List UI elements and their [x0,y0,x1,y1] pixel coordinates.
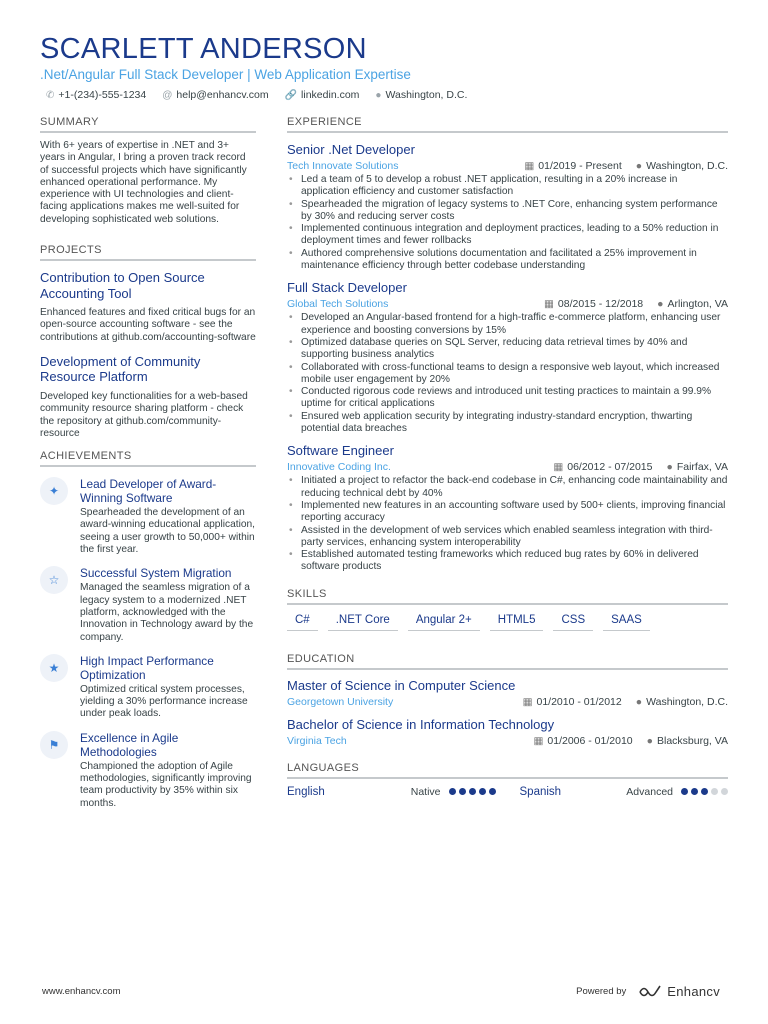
school[interactable]: Virginia Tech [287,734,347,747]
education-entry [287,678,728,709]
section-title: SUMMARY [40,116,256,133]
job-company[interactable]: Innovative Coding Inc. [287,461,391,474]
achievement-desc: Optimized critical system processes, yielding a 30% performance increase under peak loads. [80,683,248,720]
link-icon: 🔗 [284,89,298,101]
rating-dot [701,788,708,795]
location-pin-icon: ● [666,461,673,474]
project-item [40,270,256,344]
achievement-desc: Championed the adoption of Agile methodologies, significantly improving team productivity by 35% within six months. [80,760,252,809]
skill-tag: C# [287,612,318,631]
rating-dot [469,788,476,795]
list-item: • Ensured web application security by integrating industry-standard encryption, thwarting potential data breaches [287,411,728,436]
contact-info [40,89,730,101]
location-pin-icon: ● [657,298,664,311]
experience-section [287,116,728,574]
language-level: Advanced [626,785,673,798]
section-title: EXPERIENCE [287,116,728,133]
star-outline-icon: ☆ [40,566,68,594]
phone-icon: ✆ [46,89,55,101]
job-entry [287,443,728,573]
edu-dates: 01/2010 - 01/2012 [536,695,622,708]
calendar-icon: ▦ [543,298,554,311]
contact-location [375,89,467,101]
achievement-title: Excellence in Agile Methodologies [80,730,179,759]
achievements-section [40,450,256,810]
achievement-title: High Impact Performance Optimization [80,653,214,682]
achievement-item [40,477,256,556]
magic-wand-icon: ✦ [40,477,68,505]
calendar-icon: ▦ [524,160,535,172]
rating-dot [489,788,496,795]
section-title: LANGUAGES [287,762,728,779]
at-icon: @ [162,89,173,101]
languages-section [287,762,728,798]
list-item: • Developed an Angular-based frontend for a high-traffic e-commerce platform, enhancing user experience and boosting conversions by 15% [287,312,728,337]
job-bullets [287,174,728,272]
language-rating [681,788,728,795]
project-title: Development of Community Resource Platform [40,353,201,385]
list-item: • Implemented new features in an accounting software used by 500+ clients, improving financial reporting accuracy [287,500,728,525]
job-dates: 01/2019 - Present [538,160,622,172]
job-role: Senior .Net Developer [287,142,415,157]
job-bullets [287,312,728,435]
contact-linkedin[interactable] [285,89,360,101]
skill-tag: .NET Core [328,612,398,631]
calendar-icon: ▦ [522,695,533,708]
list-item: • Authored comprehensive solutions documentation and facilitated a 25% improvement in maintenance efficiency through better codebase understanding [287,248,728,273]
education-section [287,653,728,748]
languages-list [287,786,728,798]
calendar-icon: ▦ [553,461,564,474]
rating-dot [721,788,728,795]
right-column [287,116,728,798]
achievement-title: Successful System Migration [80,566,232,581]
section-title: EDUCATION [287,653,728,670]
degree: Bachelor of Science in Information Technology [287,716,555,732]
project-desc: Developed key functionalities for a web-based community resource sharing platform - check the repository at github.com/community-resource [40,390,248,439]
job-entry [287,280,728,435]
location-text: Washington, D.C. [385,89,468,101]
job-role: Full Stack Developer [287,280,407,296]
job-location: Arlington, VA [667,298,728,311]
list-item: • Established automated testing frameworks which reduced bug rates by 60% in delivered software products [287,549,728,574]
edu-dates: 01/2006 - 01/2010 [547,734,633,747]
rating-dot [459,788,466,795]
list-item: • Implemented continuous integration and deployment practices, leading to a 50% reduction in deployment times and fewer rollbacks [287,223,728,248]
skill-tag: HTML5 [490,612,544,631]
language-name: Spanish [519,785,562,798]
powered-by-label: Powered by [576,986,627,997]
language-level: Native [410,785,441,798]
section-title: ACHIEVEMENTS [40,450,256,467]
location-pin-icon: ● [635,160,643,172]
edu-location: Blacksburg, VA [656,734,728,747]
list-item: • Led a team of 5 to develop a robust .NET application, resulting in a 20% increase in application efficiency and customer satisfaction [287,174,728,199]
language-name: English [287,785,325,798]
section-title: PROJECTS [40,244,256,261]
job-location: Fairfax, VA [676,461,728,474]
job-dates: 06/2012 - 07/2015 [567,461,653,474]
rating-dot [681,788,688,795]
list-item: • Initiated a project to refactor the back-end codebase in C#, enhancing code maintainability and reducing technical debt by 40% [287,475,728,500]
resume-header [40,33,730,101]
left-column [40,116,256,820]
footer-website[interactable]: www.enhancv.com [42,986,121,997]
list-item: • Conducted rigorous code reviews and introduced unit testing practices to maintain a 99.9% uptime for critical applications [287,386,728,411]
linkedin-text: linkedin.com [301,89,360,101]
star-icon: ★ [40,654,68,682]
rating-dot [479,788,486,795]
phone-text: +1-(234)-555-1234 [58,89,147,101]
achievement-item [40,731,256,810]
project-item [40,354,256,440]
location-pin-icon: ● [635,695,643,708]
job-bullets [287,475,728,573]
job-company[interactable]: Global Tech Solutions [287,298,389,311]
projects-section [40,244,256,440]
rating-dot [711,788,718,795]
achievement-desc: Spearheaded the development of an award-winning educational application, seeing a user growth to 50,000+ within the first year. [80,507,255,556]
summary-text: With 6+ years of expertise in .NET and 3+ years in Angular, I bring a proven track record of successful projects which have significantly enhanced operational performance. My experience with UI technologies and client-facing applications makes me well-suited for developing sophisticated web solutions. [40,140,247,225]
language-rating [449,788,496,795]
education-entry [287,717,728,748]
skill-tag: SAAS [603,612,650,631]
edu-location: Washington, D.C. [646,695,728,708]
summary-section [40,116,256,226]
degree: Master of Science in Computer Science [287,677,516,693]
flag-icon: ⚑ [40,731,68,759]
list-item: • Assisted in the development of web services which enabled seamless integration with third-party services, enhancing system interoperability [287,525,728,550]
calendar-icon: ▦ [533,734,544,747]
job-company[interactable]: Tech Innovate Solutions [287,160,399,172]
skills-section [287,588,728,631]
location-pin-icon: ● [375,89,382,101]
list-item: • Collaborated with cross-functional teams to design a responsive web layout, which increased mobile user engagement by 20% [287,362,728,387]
project-title: Contribution to Open Source Accounting Tool [40,270,205,301]
candidate-headline: .Net/Angular Full Stack Developer | Web Application Expertise [40,67,411,82]
job-dates: 08/2015 - 12/2018 [557,298,644,311]
school[interactable]: Georgetown University [287,695,394,708]
job-location: Washington, D.C. [646,160,728,172]
skill-tag: CSS [553,612,593,631]
email-text: help@enhancv.com [176,89,269,101]
rating-dot [691,788,698,795]
list-item: • Spearheaded the migration of legacy systems to .NET Core, enhancing system performance by 30% and reducing server costs [287,199,728,224]
contact-email[interactable] [162,89,268,101]
achievement-desc: Managed the seamless migration of a legacy system to a modernized .NET platform, acknowledged with the Innovation in Technology award by the company. [80,582,254,643]
skills-list [287,612,728,631]
contact-phone[interactable] [46,89,146,101]
achievement-item [40,654,256,721]
candidate-name: SCARLETT ANDERSON [40,33,367,65]
list-item: • Optimized database queries on SQL Server, reducing data retrieval times by 40% and supporting business analytics [287,337,728,362]
footer [42,984,720,999]
skill-tag: Angular 2+ [408,612,480,631]
job-entry [287,142,728,272]
project-desc: Enhanced features and fixed critical bugs for an open-source accounting software - see the contributions at github.com/accounting-software [40,307,256,343]
achievement-item [40,566,256,643]
job-role: Software Engineer [287,443,394,459]
section-title: SKILLS [287,588,728,605]
achievement-title: Lead Developer of Award-Winning Software [80,477,217,506]
brand-name[interactable]: Enhancv [667,984,720,999]
location-pin-icon: ● [646,734,653,747]
enhancv-logo-icon [638,985,662,999]
rating-dot [449,788,456,795]
powered-by [576,984,720,999]
